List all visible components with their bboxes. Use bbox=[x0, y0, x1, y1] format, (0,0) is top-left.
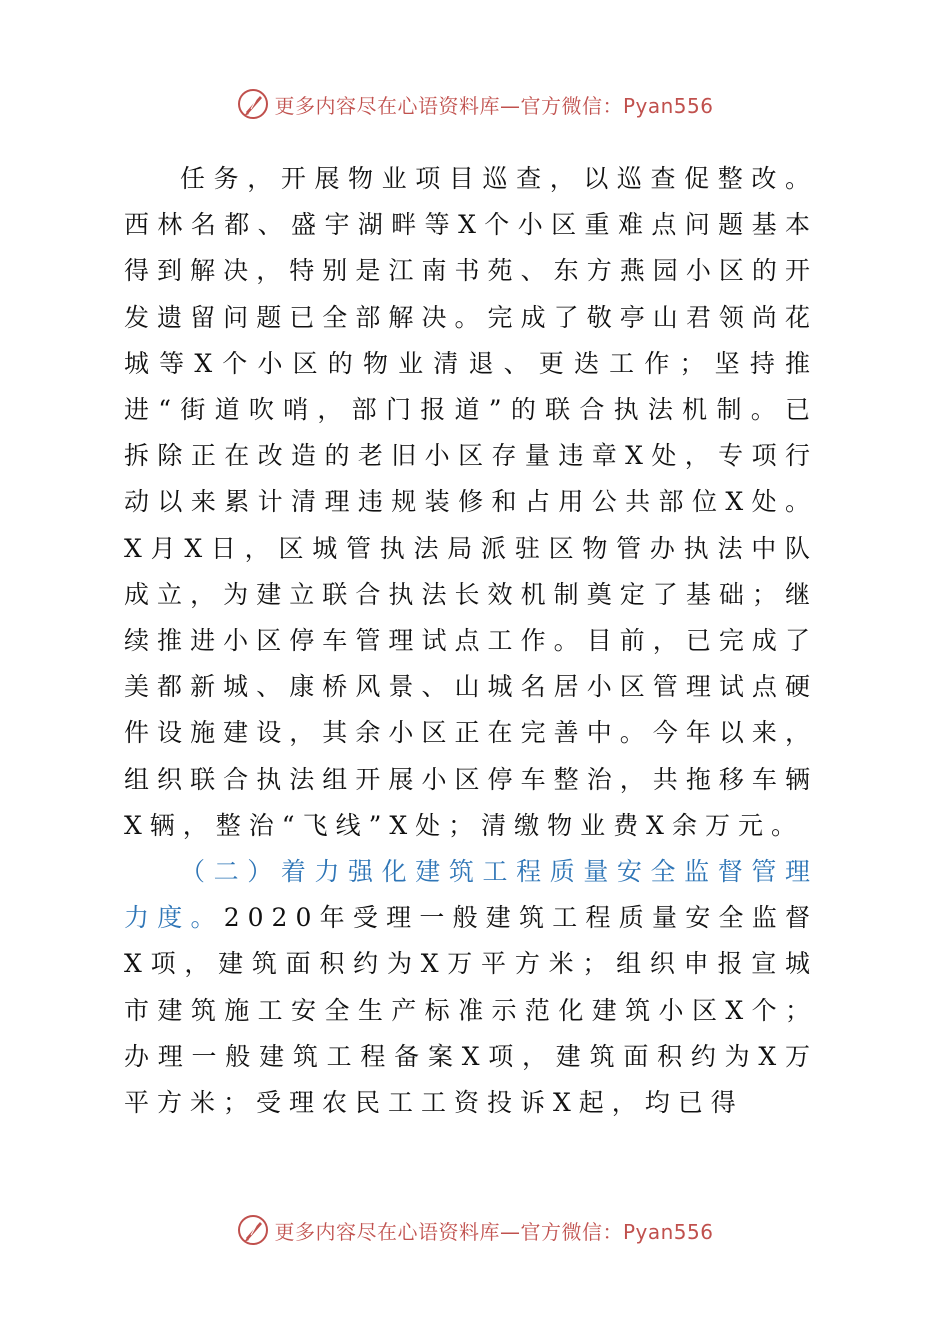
quill-logo-icon bbox=[236, 1213, 270, 1247]
section-heading: （二）着力强化建筑工程质量安全监督管理力度。 bbox=[124, 857, 818, 933]
footer-banner bbox=[0, 1210, 950, 1250]
header-banner-text: 更多内容尽在心语资料库—官方微信：Pyan556 bbox=[274, 93, 714, 118]
quill-logo-icon bbox=[236, 87, 270, 121]
paragraph-2 bbox=[124, 849, 818, 1126]
paragraph-2-text: 2020年受理一般建筑工程质量安全监督X项，建筑面积约为X万平方米；组织申报宣城市建筑施工安全生产标准示范化建筑小区X个；办理一般建筑工程备案X项，建筑面积约为X万平方米；受理农民工工资投诉X起，均已得 bbox=[124, 903, 818, 1118]
document-body bbox=[124, 156, 818, 1126]
header-banner bbox=[0, 84, 950, 124]
footer-banner-text: 更多内容尽在心语资料库—官方微信：Pyan556 bbox=[274, 1219, 714, 1244]
paragraph-1: 任务，开展物业项目巡查，以巡查促整改。西林名都、盛宇湖畔等X个小区重难点问题基本得到解决，特别是江南书苑、东方燕园小区的开发遗留问题已全部解决。完成了敬亭山君领尚花城等X个小区的物业清退、更迭工作；坚持推进“街道吹哨，部门报道”的联合执法机制。已拆除正在改造的老旧小区存量违章X处，专项行动以来累计清理违规装修和占用公共部位X处。X月X日，区城管执法局派驻区物管办执法中队成立，为建立联合执法长效机制奠定了基础；继续推进小区停车管理试点工作。目前，已完成了美都新城、康桥风景、山城名居小区管理试点硬件设施建设，其余小区正在完善中。今年以来，组织联合执法组开展小区停车整治，共拖移车辆X辆，整治“飞线”X处；清缴物业费X余万元。 bbox=[124, 164, 818, 840]
